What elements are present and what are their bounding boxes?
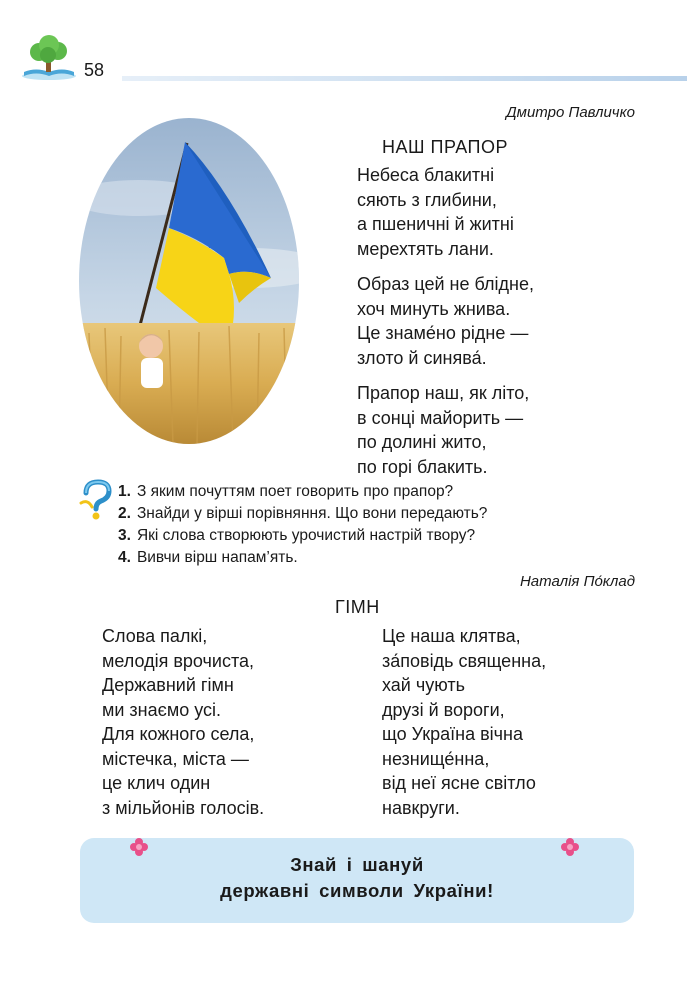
poem-line: Образ цей не блідне, [357, 274, 534, 294]
poem-line: Це знаме́но рідне — [357, 323, 529, 343]
question-number: 3. [118, 527, 131, 544]
poem-author: Наталія По́клад [519, 573, 635, 590]
poem-line: Слова палкі, [102, 626, 208, 646]
poem-line: по долині жито, [357, 432, 487, 452]
question-text: Знайди у вірші порівняння. Що вони передають? [136, 505, 488, 522]
question-number: 4. [118, 549, 131, 566]
poem-line: ми знаємо усі. [102, 699, 222, 720]
question-item [118, 503, 487, 525]
motto-line: Знай і шануй [290, 854, 424, 875]
poem-line: це клич один [102, 773, 211, 793]
poem-line: хай чують [382, 675, 465, 695]
poem-title: ГІМН [335, 597, 380, 617]
poem-author: Дмитро Павличко [506, 104, 635, 121]
question-mark-icon [78, 479, 116, 521]
stanza [357, 381, 534, 479]
question-text: З яким почуттям поет говорить про прапор? [136, 483, 454, 500]
question-item [118, 481, 487, 503]
stanza [357, 272, 534, 370]
question-item [118, 525, 487, 547]
stanza [357, 163, 534, 261]
poem-line: Прапор наш, як літо, [357, 383, 530, 403]
motto-text [80, 852, 634, 904]
poem-line: з мільйонів голосів. [102, 797, 265, 818]
poem-line: в сонці майорить — [357, 407, 524, 428]
poem-line: Це наша клятва, [382, 626, 521, 646]
poem-line: незнище́нна, [382, 748, 490, 769]
header-divider [122, 76, 687, 81]
poem-line: що Україна вічна [382, 724, 523, 744]
poem-title: НАШ ПРАПОР [382, 137, 508, 157]
question-list [118, 481, 487, 569]
poem-line: а пшеничні й житні [357, 214, 514, 234]
question-text: Які слова створюють урочистий настрій твору? [136, 527, 476, 544]
question-number: 1. [118, 483, 131, 500]
hymn-column-right [382, 624, 546, 820]
hymn-column-left [102, 624, 264, 820]
poem-line: друзі й вороги, [382, 699, 505, 720]
poem-line: по горі блакить. [357, 456, 488, 477]
poem-line: Небеса блакитні [357, 165, 495, 185]
poem-line: Державний гімн [102, 675, 234, 695]
motto-line: державні символи України! [220, 880, 494, 901]
poem-line: Для кожного села, [102, 724, 255, 744]
question-number: 2. [118, 505, 131, 522]
question-item [118, 547, 487, 569]
poem-line: від неї ясне світло [382, 773, 536, 793]
tree-book-icon [20, 34, 78, 80]
flag-photo [79, 118, 299, 444]
poem-line: мелодія врочиста, [102, 650, 255, 671]
poem-line: мерехтять лани. [357, 238, 494, 259]
poem-line: навкруги. [382, 797, 460, 818]
poem-line: злото й синява́. [357, 347, 487, 368]
poem-text [357, 163, 534, 490]
poem-line: сяють з глибини, [357, 189, 497, 210]
poem-line: за́повідь священна, [382, 650, 547, 671]
page-number: 58 [84, 60, 105, 80]
poem-line: хоч минуть жнива. [357, 298, 511, 319]
poem-line: містечка, міста — [102, 748, 249, 769]
question-text: Вивчи вірш напам’ять. [136, 549, 298, 566]
